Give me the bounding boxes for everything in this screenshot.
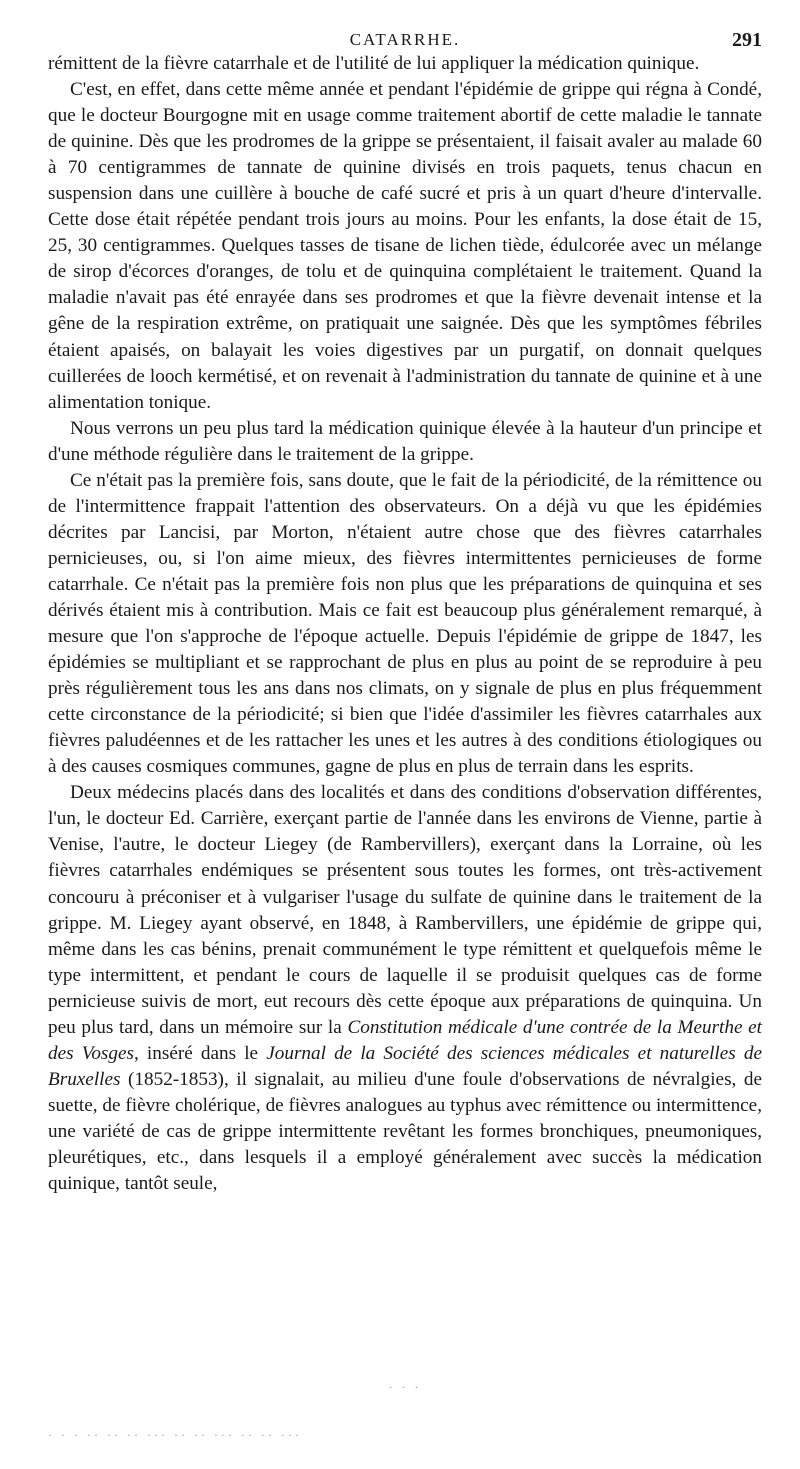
body-text xyxy=(48,51,762,1197)
page-header xyxy=(48,0,762,52)
paragraph-bourgogne-treatment: C'est, en effet, dans cette même année et pendant l'épidémie de grippe qui régna à Condé, que le docteur Bourgogne mit en usage comme traitement abortif de cette maladie le tannate de quinine. Dès que les prodromes de la grippe se présentaient, il faisait avaler au malade 60 à 70 centigrammes de tannate de quinine divisés en trois paquets, tenus chacun en suspension dans une cuillère à bouche de café sucré et pris à un quart d'heure d'intervalle. Cette dose était répétée pendant trois jours au moins. Pour les enfants, la dose était de 15, 25, 30 centigrammes. Quelques tasses de tisane de lichen tiède, édulcorée avec un mélange de sirop d'écorces d'oranges, de tolu et de quinquina complétaient le traitement. Quand la maladie n'avait pas été enrayée dans ses prodromes et que la fièvre devenait intense et la gêne de la respiration extrême, on pratiquait une saignée. Dès que les symptômes fébriles étaient apaisés, on balayait les voies digestives par un purgatif, on donnait quelques cuillerées de looch kermétisé, et on revenait à l'administration du tannate de quinine et à une alimentation tonique. xyxy=(48,79,762,413)
paragraph-continuation: rémittent de la fièvre catarrhale et de l'utilité de lui appliquer la médication quinique. xyxy=(48,53,700,74)
paragraph-text: , inséré dans le xyxy=(133,1042,267,1064)
paragraph-periodicity: Ce n'était pas la première fois, sans doute, que le fait de la périodicité, de la rémittence ou de l'intermittence frappait l'attention des observateurs. On a déjà vu que les épidémies décrites par Lancisi, par Morton, n'étaient autre chose que des fièvres catarrhales pernicieuses, ou, si l'on aime mieux, des fièvres intermittentes pernicieuses de forme catarrhale. Ce n'était pas la première fois non plus que les préparations de quinquina et ses dérivés étaient mis à contribution. Mais ce fait est beaucoup plus généralement remarqué, à mesure que l'on s'approche de l'époque actuelle. Depuis l'épidémie de grippe de 1847, les épidémies se multipliant et se rapprochant de plus en plus au point de se reproduire à peu près régulièrement tous les ans dans nos climats, on y signale de plus en plus fréquemment cette circonstance de la périodicité; si bien que l'idée d'assimiler les fièvres catarrhales aux fièvres paludéennes et de les rattacher les unes et les autres à des conditions étiologiques ou à des causes cosmiques communes, gagne de plus en plus de terrain dans les esprits. xyxy=(48,469,762,778)
scan-artifact-dots: · · · xyxy=(388,1380,422,1394)
paragraph-quinine-method: Nous verrons un peu plus tard la médication quinique élevée à la hauteur d'un principe et d'une méthode régulière dans le traitement de la grippe. xyxy=(48,417,762,465)
paragraph-text: (1852-1853), il signalait, au milieu d'une foule d'observations de névralgies, de suette, de fièvre cholérique, de fièvres analogues au typhus avec rémittence ou intermittence, une variété de cas de grippe intermittente revêtant les formes bronchiques, pneumoniques, pleurétiques, etc., dans lesquels il a employé généralement avec succès la médication quinique, tantôt seule, xyxy=(48,1068,762,1195)
running-title: CATARRHE. xyxy=(349,30,461,49)
scan-artifact-dots: · · · ·· ·· ·· ··· ·· ·· ··· ·· ·· ··· xyxy=(48,1428,302,1442)
italic-title-journal: Journal de la Société des sciences médicales et naturelles de Bruxelles xyxy=(48,1042,762,1090)
page-number: 291 xyxy=(732,29,762,51)
italic-title-constitution: Constitution médicale d'une contrée de la Meurthe et des Vosges xyxy=(48,1016,763,1064)
paragraph-carriere-liegey xyxy=(48,780,762,1197)
paragraph-text: Deux médecins placés dans des localités et dans des conditions d'observation différentes, l'un, le docteur Ed. Carrière, exerçant partie de l'année dans les environs de Vienne, partie à Venise, l'autre, le docteur Liegey (de Rambervillers), exerçant dans la Lorraine, où les fièvres catarrhales endémiques se présentent sous toutes les formes, ont très-activement concouru à préconiser et à vulgariser l'usage du sulfate de quinine dans le traitement de la grippe. M. Liegey ayant observé, en 1848, à Rambervillers, une épidémie de grippe qui, même dans les cas bénins, prenait communément le type rémittent et quelquefois même le type intermittent, et pendant le cours de laquelle il se produisit quelques cas de forme pernicieuse suivis de mort, eut recours dès cette époque aux préparations de quinquina. Un peu plus tard, dans un mémoire sur la xyxy=(48,782,762,1038)
